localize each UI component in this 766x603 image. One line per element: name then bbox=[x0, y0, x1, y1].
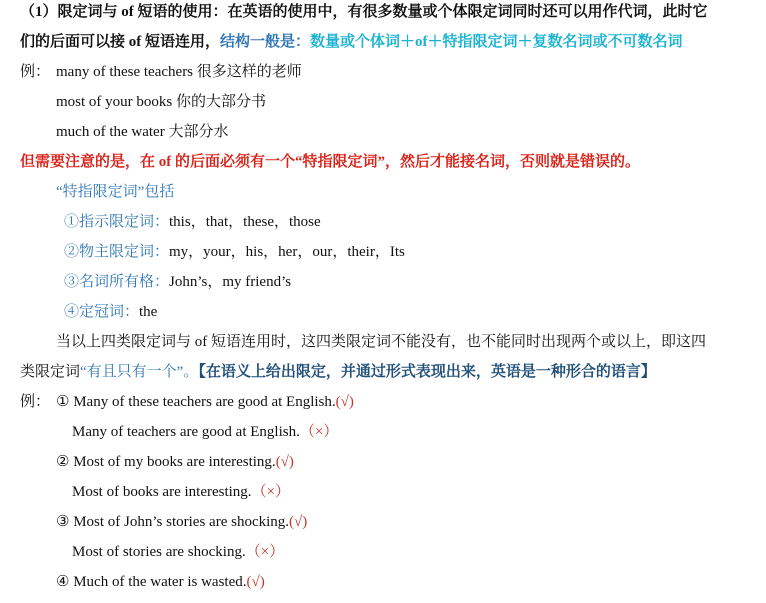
check-mark-1: (√) bbox=[335, 394, 354, 410]
example-phrase-3 bbox=[56, 122, 228, 142]
determiner-item-2 bbox=[64, 242, 405, 262]
example-zh-1: 很多这样的老师 bbox=[196, 64, 302, 80]
cross-mark-1: （×） bbox=[299, 424, 339, 440]
heading-line-2 bbox=[20, 32, 683, 52]
example-en-1: many of these teachers bbox=[56, 64, 194, 80]
determiner-words-4: the bbox=[139, 304, 158, 320]
determiner-item-4 bbox=[64, 302, 157, 322]
determiner-words-2: my，your，his，her，our，their，Its bbox=[169, 244, 405, 260]
determiner-item-1 bbox=[64, 212, 321, 232]
warning-text: 但需要注意的是，在 of 的后面必须有一个“特指限定词”，然后才能接名词，否则就是错误的。 bbox=[20, 154, 640, 170]
correct-sentence-3 bbox=[56, 512, 307, 532]
note-emphasis: “有且只有一个”。 bbox=[80, 364, 199, 380]
example-label-2: 例： bbox=[20, 394, 51, 410]
correct-sentence-2 bbox=[56, 452, 294, 472]
note-text: 类限定词 bbox=[20, 364, 81, 380]
cross-mark-2: （×） bbox=[251, 484, 291, 500]
wrong-text-3: Most of stories are shocking. bbox=[72, 544, 246, 560]
example-en-2: most of your books bbox=[56, 94, 173, 110]
wrong-sentence-2 bbox=[72, 482, 290, 502]
example-en-3: much of the water bbox=[56, 124, 165, 140]
example-label: 例： bbox=[20, 64, 51, 80]
determiner-item-3 bbox=[64, 272, 291, 292]
note-bracket: 【在语义上给出限定，并通过形式表现出来，英语是一种形合的语言】 bbox=[198, 364, 656, 380]
wrong-sentence-1 bbox=[72, 422, 338, 442]
sentence-number-3: ③ bbox=[56, 514, 70, 530]
example-phrase-2 bbox=[56, 92, 266, 112]
example-zh-2: 你的大部分书 bbox=[176, 94, 267, 110]
example-zh-3: 大部分水 bbox=[168, 124, 229, 140]
determiner-words-1: this，that，these，those bbox=[169, 214, 321, 230]
heading-text-2: 们的后面可以接 of 短语连用， bbox=[20, 34, 220, 50]
determiner-label-4: ④定冠词： bbox=[64, 304, 140, 320]
includes-title: “特指限定词”包括 bbox=[56, 184, 175, 200]
wrong-text-1: Many of teachers are good at English. bbox=[72, 424, 300, 440]
sentence-number-2: ② bbox=[56, 454, 70, 470]
heading-text-1: （1）限定词与 of 短语的使用：在英语的使用中，有很多数量或个体限定词同时还可以用作代词，此时它 bbox=[20, 4, 708, 20]
determiner-label-3: ③名词所有格： bbox=[64, 274, 170, 290]
heading-line-1 bbox=[20, 2, 708, 22]
correct-sentence-4 bbox=[56, 572, 265, 592]
example-phrase-1 bbox=[56, 62, 302, 82]
sentence-number-4: ④ bbox=[56, 574, 70, 590]
note-line-1: 当以上四类限定词与 of 短语连用时，这四类限定词不能没有，也不能同时出现两个或以上，即这四 bbox=[56, 334, 706, 350]
cross-mark-3: （×） bbox=[245, 544, 285, 560]
determiner-label-1: ①指示限定词： bbox=[64, 214, 170, 230]
sentence-text-4: Much of the water is wasted. bbox=[73, 574, 247, 590]
correct-sentence-1 bbox=[56, 392, 354, 412]
sentence-text-2: Most of my books are interesting. bbox=[73, 454, 276, 470]
wrong-sentence-3 bbox=[72, 542, 284, 562]
sentence-text-1: Many of these teachers are good at English. bbox=[73, 394, 336, 410]
wrong-text-2: Most of books are interesting. bbox=[72, 484, 252, 500]
sentence-number-1: ① bbox=[56, 394, 70, 410]
determiner-label-2: ②物主限定词： bbox=[64, 244, 170, 260]
check-mark-3: (√) bbox=[289, 514, 308, 530]
structure-label: 结构一般是： bbox=[220, 34, 311, 50]
check-mark-4: (√) bbox=[246, 574, 265, 590]
sentence-text-3: Most of John’s stories are shocking. bbox=[73, 514, 290, 530]
note-line-2 bbox=[20, 362, 656, 382]
structure-formula: 数量或个体词＋of＋特指限定词＋复数名词或不可数名词 bbox=[310, 34, 683, 50]
check-mark-2: (√) bbox=[275, 454, 294, 470]
determiner-words-3: John’s，my friend’s bbox=[169, 274, 292, 290]
